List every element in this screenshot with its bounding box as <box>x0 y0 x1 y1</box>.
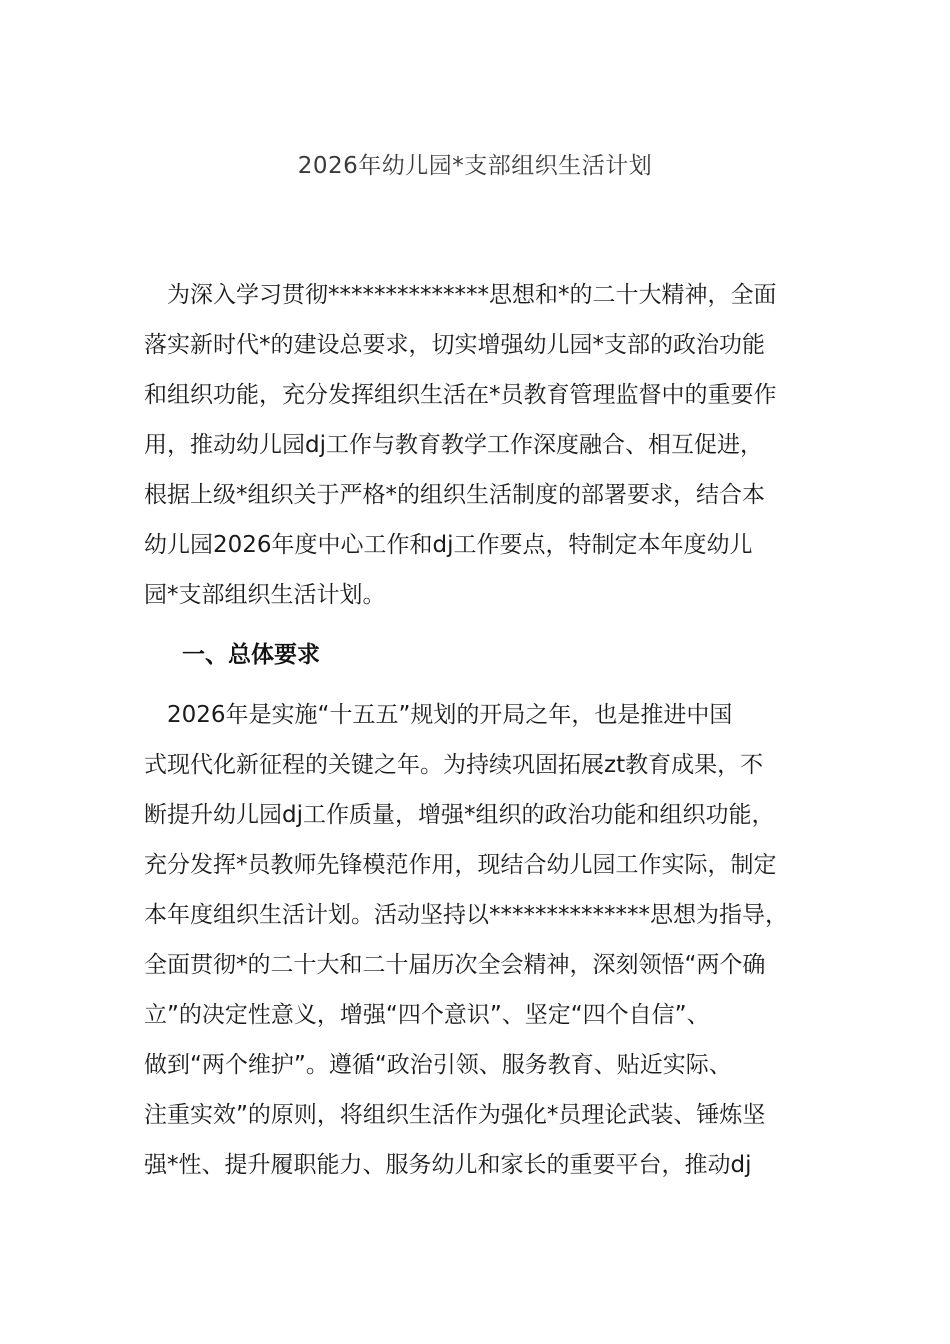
body-line: 式现代化新征程的关键之年。为持续巩固拓展zt教育成果，不 <box>144 752 764 778</box>
intro-line: 根据上级*组织关于严格*的组织生活制度的部署要求，结合本 <box>144 482 765 508</box>
intro-line: 园*支部组织生活计划。 <box>144 582 386 608</box>
paragraph-spacer <box>144 680 816 690</box>
intro-line: 为深入学习贯彻**************思想和*的二十大精神，全面 <box>144 282 777 308</box>
body-line: 本年度组织生活计划。活动坚持以**************思想为指导， <box>144 902 788 928</box>
body-line: 注重实效”的原则，将组织生活作为强化*员理论武装、锤炼坚 <box>144 1102 766 1128</box>
intro-line: 落实新时代*的建设总要求，切实增强幼儿园*支部的政治功能 <box>144 332 765 358</box>
body-line: 立”的决定性意义，增强“四个意识”、坚定“四个自信”、 <box>144 1002 710 1028</box>
body-line: 全面贯彻*的二十大和二十届历次全会精神，深刻领悟“两个确 <box>144 952 766 978</box>
intro-paragraph <box>144 270 816 620</box>
intro-line: 用，推动幼儿园dj工作与教育教学工作深度融合、相互促进， <box>144 432 763 458</box>
body-line: 2026年是实施“十五五”规划的开局之年，也是推进中国 <box>144 702 733 728</box>
intro-line: 和组织功能，充分发挥组织生活在*员教育管理监督中的重要作 <box>144 382 777 408</box>
paragraph-spacer <box>144 620 816 630</box>
body-line: 做到“两个维护”。遵循“政治引领、服务教育、贴近实际、 <box>144 1052 732 1078</box>
intro-line: 幼儿园2026年度中心工作和dj工作要点，特制定本年度幼儿 <box>144 532 753 558</box>
body-line: 强*性、提升履职能力、服务幼儿和家长的重要平台，推动dj <box>144 1152 752 1178</box>
body-line: 断提升幼儿园dj工作质量，增强*组织的政治功能和组织功能， <box>144 802 775 828</box>
document-title: 2026年幼儿园*支部组织生活计划 <box>297 153 653 179</box>
document-body <box>144 270 816 1190</box>
section-heading: 一、总体要求 <box>182 642 320 668</box>
body-paragraph <box>144 690 816 1190</box>
body-line: 充分发挥*员教师先锋模范作用，现结合幼儿园工作实际，制定 <box>144 852 777 878</box>
